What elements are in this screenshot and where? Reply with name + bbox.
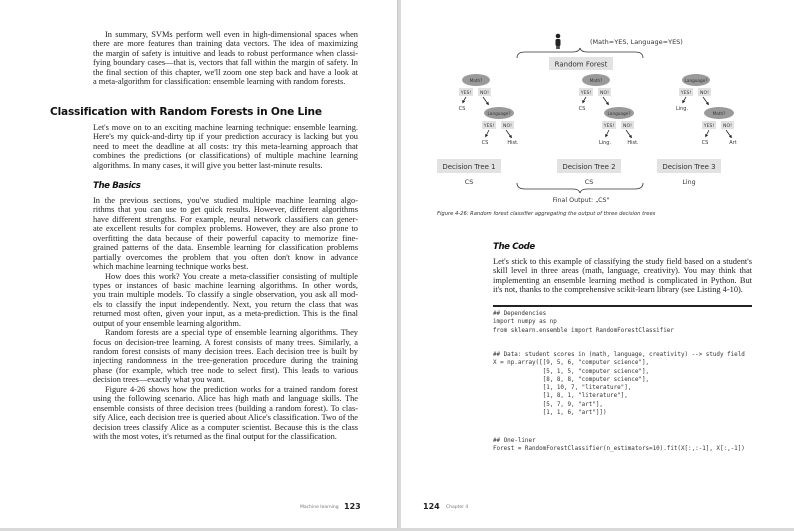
text-line: In summary, SVMs perform well even in high-dimensional spaces when [105,30,358,39]
code-one-liner [493,437,745,454]
text-line: In the previous sections, you've studied multiple machine learning algo- [93,196,358,205]
arrow [706,130,709,136]
text-line: returned most often, given your input, as a meta-prediction. This is the final [93,309,358,319]
leaf-label: Hist. [507,140,519,146]
leaf-label: CS [458,106,466,112]
text-line: the final section of this chapter, we'll zoom one step back and have a look at [93,67,358,77]
text-line: output of your ensemble learning algorithm. [93,318,241,328]
code-line: X = np.array([[9, 5, 6, "computer science"], [493,360,650,367]
code-line: ## Dependencies [493,311,547,317]
text-line: with the most votes, it's returned as the final output for the classification. [93,431,337,441]
paragraph [93,30,358,87]
code-line: import numpy as np [493,319,557,326]
paragraph [93,328,358,385]
text-line: fying boundary cases—that is, vectors that fall within the margin of safety. In [93,58,358,68]
paragraph [93,196,358,272]
text-line: which machine learning technique works best. [93,262,249,272]
code-line: from sklearn.ensemble import RandomForestClassifier [493,327,674,334]
text-line: els to classify the input independently. Next, you return the class that was [93,299,358,309]
text-line: have different strengths. For example, neural network classifiers can gener- [93,214,358,224]
text-line: decision trees classify Alice as a computer scientist. Because this is the class [93,422,358,432]
question-label: Math? [712,111,726,116]
yes-label: YES! [580,91,592,96]
footer-label: Chapter 4 [446,505,469,510]
random-forest-label: Random Forest [554,60,608,69]
text-line: random forest consists of many decision trees. Each decision tree is built by [93,347,358,356]
code-line: ## Data: student scores in (math, language, creativity) --> study field [493,352,745,358]
final-output: Final Output: „CS" [552,197,610,204]
decision-tree-label: Decision Tree 1 [442,163,496,171]
no-label: NO! [600,91,609,96]
arrow [463,97,466,102]
question-label: Math? [589,78,603,83]
text-line: overfitting the data because of their powerful capacity to memorize fine- [93,233,358,243]
text-line: types or instances of basic machine learning algorithms. In other words, [93,280,358,290]
code-line: Forest = RandomForestClassifier(n_estimators=10).fit(X[:,:-1], X[:,-1]) [493,446,745,453]
text-line: ate excellent results for complex problems. However, they are also prone to [93,224,358,234]
code-line: [1, 8, 1, "literature"], [493,393,628,400]
text-line: Figure 4-26 shows how the prediction works for a trained random forest [105,384,358,394]
leaf-label: CS [481,140,489,146]
yes-label: YES! [703,124,715,129]
text-line: Here's my quick-and-dirty tip if your prediction accuracy is lacking but you [93,132,358,142]
leaf-label: Ling. [675,106,689,112]
body-text [93,196,358,441]
code-data [493,351,745,417]
arrow [626,130,631,137]
leaf-label: CS [701,140,709,146]
subheading: The Code [493,242,535,252]
code-line: [1, 10, 7, "literature"], [493,385,632,392]
question-label: Language? [607,111,631,116]
text-line: decision trees—exactly what you want. [93,375,225,385]
page-number: 123 [344,502,361,511]
arrow [683,97,686,102]
arrow [486,130,489,136]
text-line: focus on decision-tree learning. A forest consists of many trees. Similarly, a [93,337,358,347]
text-line: the margin of safety is intuitive and leads to robust performance when classi- [93,48,358,58]
left-page [0,0,398,528]
random-forest-figure [401,0,794,210]
code-dependencies [493,310,674,335]
tree-output: CS [584,179,594,186]
text-line: grained patterns of the data. Ensemble learning for classification problems [93,243,358,253]
question-label: Language? [487,111,511,116]
text-line: How does this work? You create a meta-classifier consisting of multiple [105,271,358,281]
page-number: 124 [423,502,440,511]
listing-rule [493,305,752,307]
yes-label: YES! [460,91,472,96]
no-label: NO! [700,91,709,96]
text-line: rithms that you can use to get quick results. However, different algorithms [93,205,358,215]
paragraph [493,257,752,295]
leaf-label: Ling. [598,140,612,146]
tree-output: Ling [682,179,696,186]
leaf-label: Art [729,140,737,146]
text-line: a meta-algorithm for classification: ensemble learning with random forests. [93,77,346,87]
text-line: Let's move on to an exciting machine learning technique: ensemble learning. [93,123,358,132]
leaf-label: CS [578,106,586,112]
text-line: sify Alice, each decision tree is queried about Alice's classification. Two of the [93,413,358,423]
text-line: phase (for example, which tree node to select first). This leads to various [93,365,358,375]
person-icon [556,34,561,49]
footer-label: Machine learning [300,505,339,510]
arrow [483,97,488,104]
arrow [606,130,609,136]
text-line: there are more features than training data vectors. The idea of maximizing [93,39,358,49]
text-line: skill level in three areas (math, language, creativity). You may think that [493,266,752,276]
paragraph [93,272,358,329]
code-line: [5, 1, 5, "computer science"], [493,368,650,375]
yes-label: YES! [483,124,495,129]
text-line: using the following scenario. Alice has high math and language skills. The [93,394,358,404]
code-line: ## One-liner [493,438,536,444]
input-label: (Math=YES, Language=YES) [590,38,683,46]
text-line: it's not, thanks to the comprehensive scikit-learn library (see Listing 4-10). [493,285,743,295]
text-line: injecting randomness in the tree-generation procedure during the training [93,356,358,366]
leaf-label: Hist. [627,140,639,146]
top-brace [517,48,643,58]
text-line: implementing an ensemble learning method is complicated in Python. But [493,275,752,285]
tree-output: CS [464,179,474,186]
arrow [506,130,511,137]
no-label: NO! [623,124,632,129]
code-line: [5, 7, 9, "art"], [493,401,603,408]
arrow [603,97,608,104]
arrow [583,97,586,102]
text-line: algorithms. In many cases, it will give you better last-minute results. [93,160,323,170]
text-line: you train multiple models. To classify a single observation, you ask all mod- [93,290,358,300]
question-label: Language? [684,78,708,83]
text-line: combines the predictions (or classifications) of multiple machine learning [93,151,358,161]
no-label: NO! [503,124,512,129]
decision-tree-label: Decision Tree 3 [662,163,716,171]
yes-label: YES! [603,124,615,129]
no-label: NO! [480,91,489,96]
no-label: NO! [723,124,732,129]
text-line: partially overcomes the problem that you often don't know in advance [93,252,358,262]
code-line: [8, 8, 8, "computer science"], [493,376,650,383]
figure-caption: Figure 4-26: Random forest classifier aggregating the output of three decision trees [437,211,656,217]
text-line: need to meet the deadline at all costs: try this meta-learning approach that [93,141,358,151]
arrow [726,130,731,137]
code-line: [1, 1, 6, "art"]]) [493,410,607,417]
subheading: The Basics [93,181,141,191]
paragraph [93,385,358,442]
text-line: ensemble consists of three decision trees (building a random forest). To clas- [93,403,358,413]
arrow [703,97,708,104]
yes-label: YES! [680,91,692,96]
text-line: Random forests are a special type of ensemble learning algorithms. They [105,328,358,338]
decision-tree-label: Decision Tree 2 [562,163,616,171]
text-line: Let's stick to this example of classifying the study field based on a student's [493,257,752,266]
question-label: Math? [469,78,483,83]
bottom-brace [517,183,643,193]
paragraph [93,123,358,170]
section-heading: Classification with Random Forests in One Line [50,106,322,118]
right-page [401,0,794,528]
